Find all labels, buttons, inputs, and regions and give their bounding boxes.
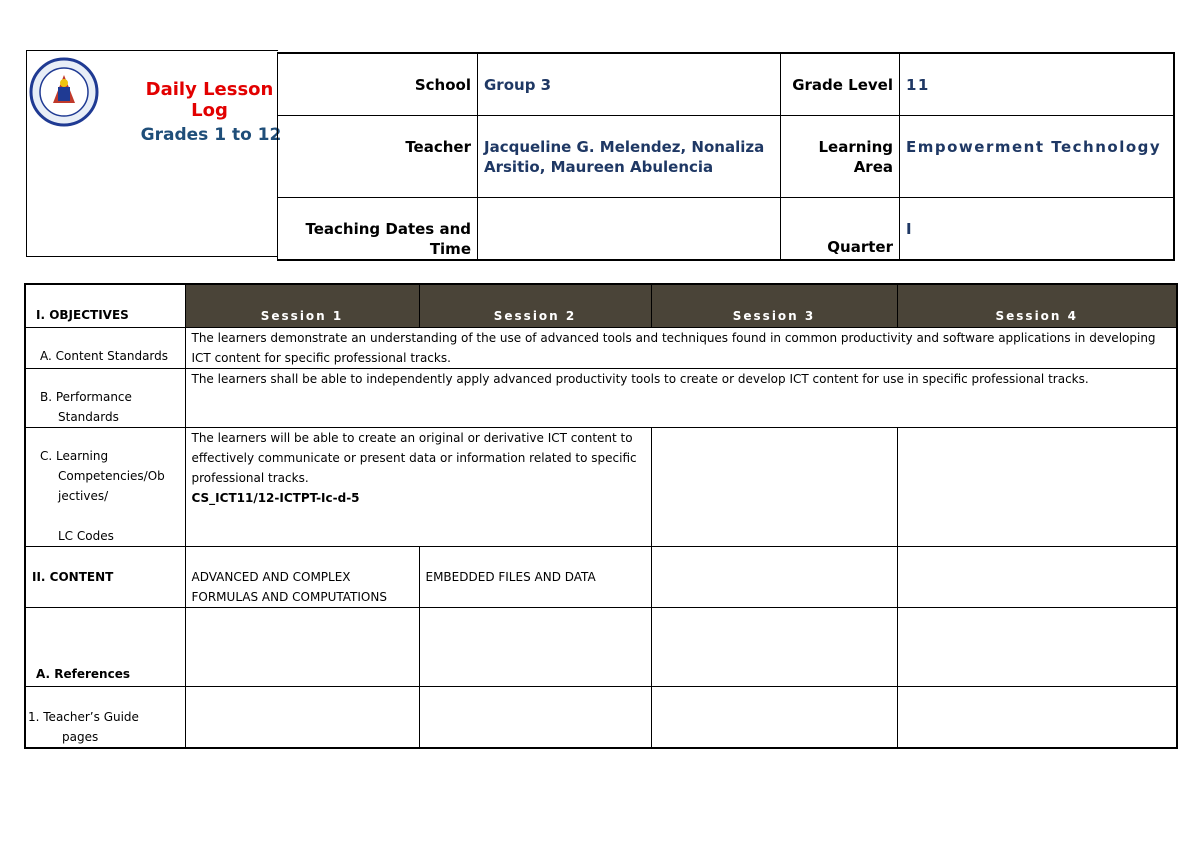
learning-area-value: Empowerment Technology bbox=[900, 115, 1174, 197]
competencies-label-line1: C. Learning bbox=[40, 448, 109, 463]
performance-standards-text: The learners shall be able to independently apply advanced productivity tools to create or develop ICT content for use in specific professional tracks. bbox=[185, 368, 1177, 427]
grade-value: 11 bbox=[900, 53, 1174, 115]
performance-standards-label bbox=[25, 368, 185, 427]
content-session-4 bbox=[897, 546, 1177, 607]
table-row bbox=[25, 607, 1177, 686]
school-value: Group 3 bbox=[478, 53, 781, 115]
competencies-label-line4: LC Codes bbox=[58, 528, 114, 543]
page-title: Daily Lesson Log bbox=[145, 79, 274, 121]
session-2-header: Session 2 bbox=[419, 284, 651, 327]
session-1-header: Session 1 bbox=[185, 284, 419, 327]
teachers-guide-line1: 1. Teacher’s Guide bbox=[28, 709, 139, 724]
page-subtitle: Grades 1 to 12 bbox=[140, 125, 282, 145]
competencies-label bbox=[25, 427, 185, 546]
references-session-1 bbox=[185, 607, 419, 686]
teachers-guide-session-3 bbox=[651, 686, 897, 748]
content-standards-label: A. Content Standards bbox=[25, 327, 185, 368]
performance-label-line1: B. Performance bbox=[40, 389, 132, 404]
teachers-guide-session-1 bbox=[185, 686, 419, 748]
header-info-table bbox=[277, 52, 1175, 261]
teachers-guide-session-2 bbox=[419, 686, 651, 748]
deped-seal-icon bbox=[29, 57, 99, 127]
competencies-session-3 bbox=[651, 427, 897, 546]
table-row bbox=[25, 427, 1177, 546]
table-header-row bbox=[25, 284, 1177, 327]
table-row bbox=[25, 327, 1177, 368]
content-session-2: EMBEDDED FILES AND DATA bbox=[419, 546, 651, 607]
content-session-1: ADVANCED AND COMPLEX FORMULAS AND COMPUTATIONS bbox=[185, 546, 419, 607]
school-label: School bbox=[278, 53, 478, 115]
teacher-label: Teacher bbox=[278, 115, 478, 197]
grade-label: Grade Level bbox=[781, 53, 900, 115]
content-session-3 bbox=[651, 546, 897, 607]
teacher-value: Jacqueline G. Melendez, Nonaliza Arsitio, Maureen Abulencia bbox=[478, 115, 781, 197]
references-session-4 bbox=[897, 607, 1177, 686]
competencies-text-cell bbox=[185, 427, 651, 546]
quarter-label: Quarter bbox=[781, 197, 900, 260]
table-row bbox=[25, 368, 1177, 427]
competencies-text: The learners will be able to create an original or derivative ICT content to effectively communicate or present data or information related to specific professional tracks. bbox=[191, 430, 637, 485]
content-header: II. CONTENT bbox=[25, 546, 185, 607]
competencies-label-line2: Competencies/Ob bbox=[58, 468, 165, 483]
teachers-guide-line2: pages bbox=[62, 729, 99, 744]
competencies-code: CS_ICT11/12-ICTPT-Ic-d-5 bbox=[191, 490, 360, 505]
content-standards-text: The learners demonstrate an understanding of the use of advanced tools and techniques found in common productivity and software applications in developing ICT content for specific professional tracks. bbox=[185, 327, 1177, 368]
header-logo-block bbox=[26, 50, 282, 257]
table-row bbox=[25, 546, 1177, 607]
session-3-header: Session 3 bbox=[651, 284, 897, 327]
performance-label-line2: Standards bbox=[58, 409, 119, 424]
objectives-header: I. OBJECTIVES bbox=[25, 284, 185, 327]
teaching-dates-value bbox=[478, 197, 781, 260]
references-session-3 bbox=[651, 607, 897, 686]
table-row bbox=[25, 686, 1177, 748]
references-session-2 bbox=[419, 607, 651, 686]
competencies-session-4 bbox=[897, 427, 1177, 546]
references-label: A. References bbox=[25, 607, 185, 686]
learning-area-label: Learning Area bbox=[781, 115, 900, 197]
teachers-guide-session-4 bbox=[897, 686, 1177, 748]
lesson-log-table bbox=[24, 283, 1178, 749]
teaching-dates-label: Teaching Dates and Time bbox=[278, 197, 478, 260]
teachers-guide-label bbox=[25, 686, 185, 748]
competencies-label-line3: jectives/ bbox=[58, 488, 109, 503]
session-4-header: Session 4 bbox=[897, 284, 1177, 327]
quarter-value: I bbox=[900, 197, 1174, 260]
